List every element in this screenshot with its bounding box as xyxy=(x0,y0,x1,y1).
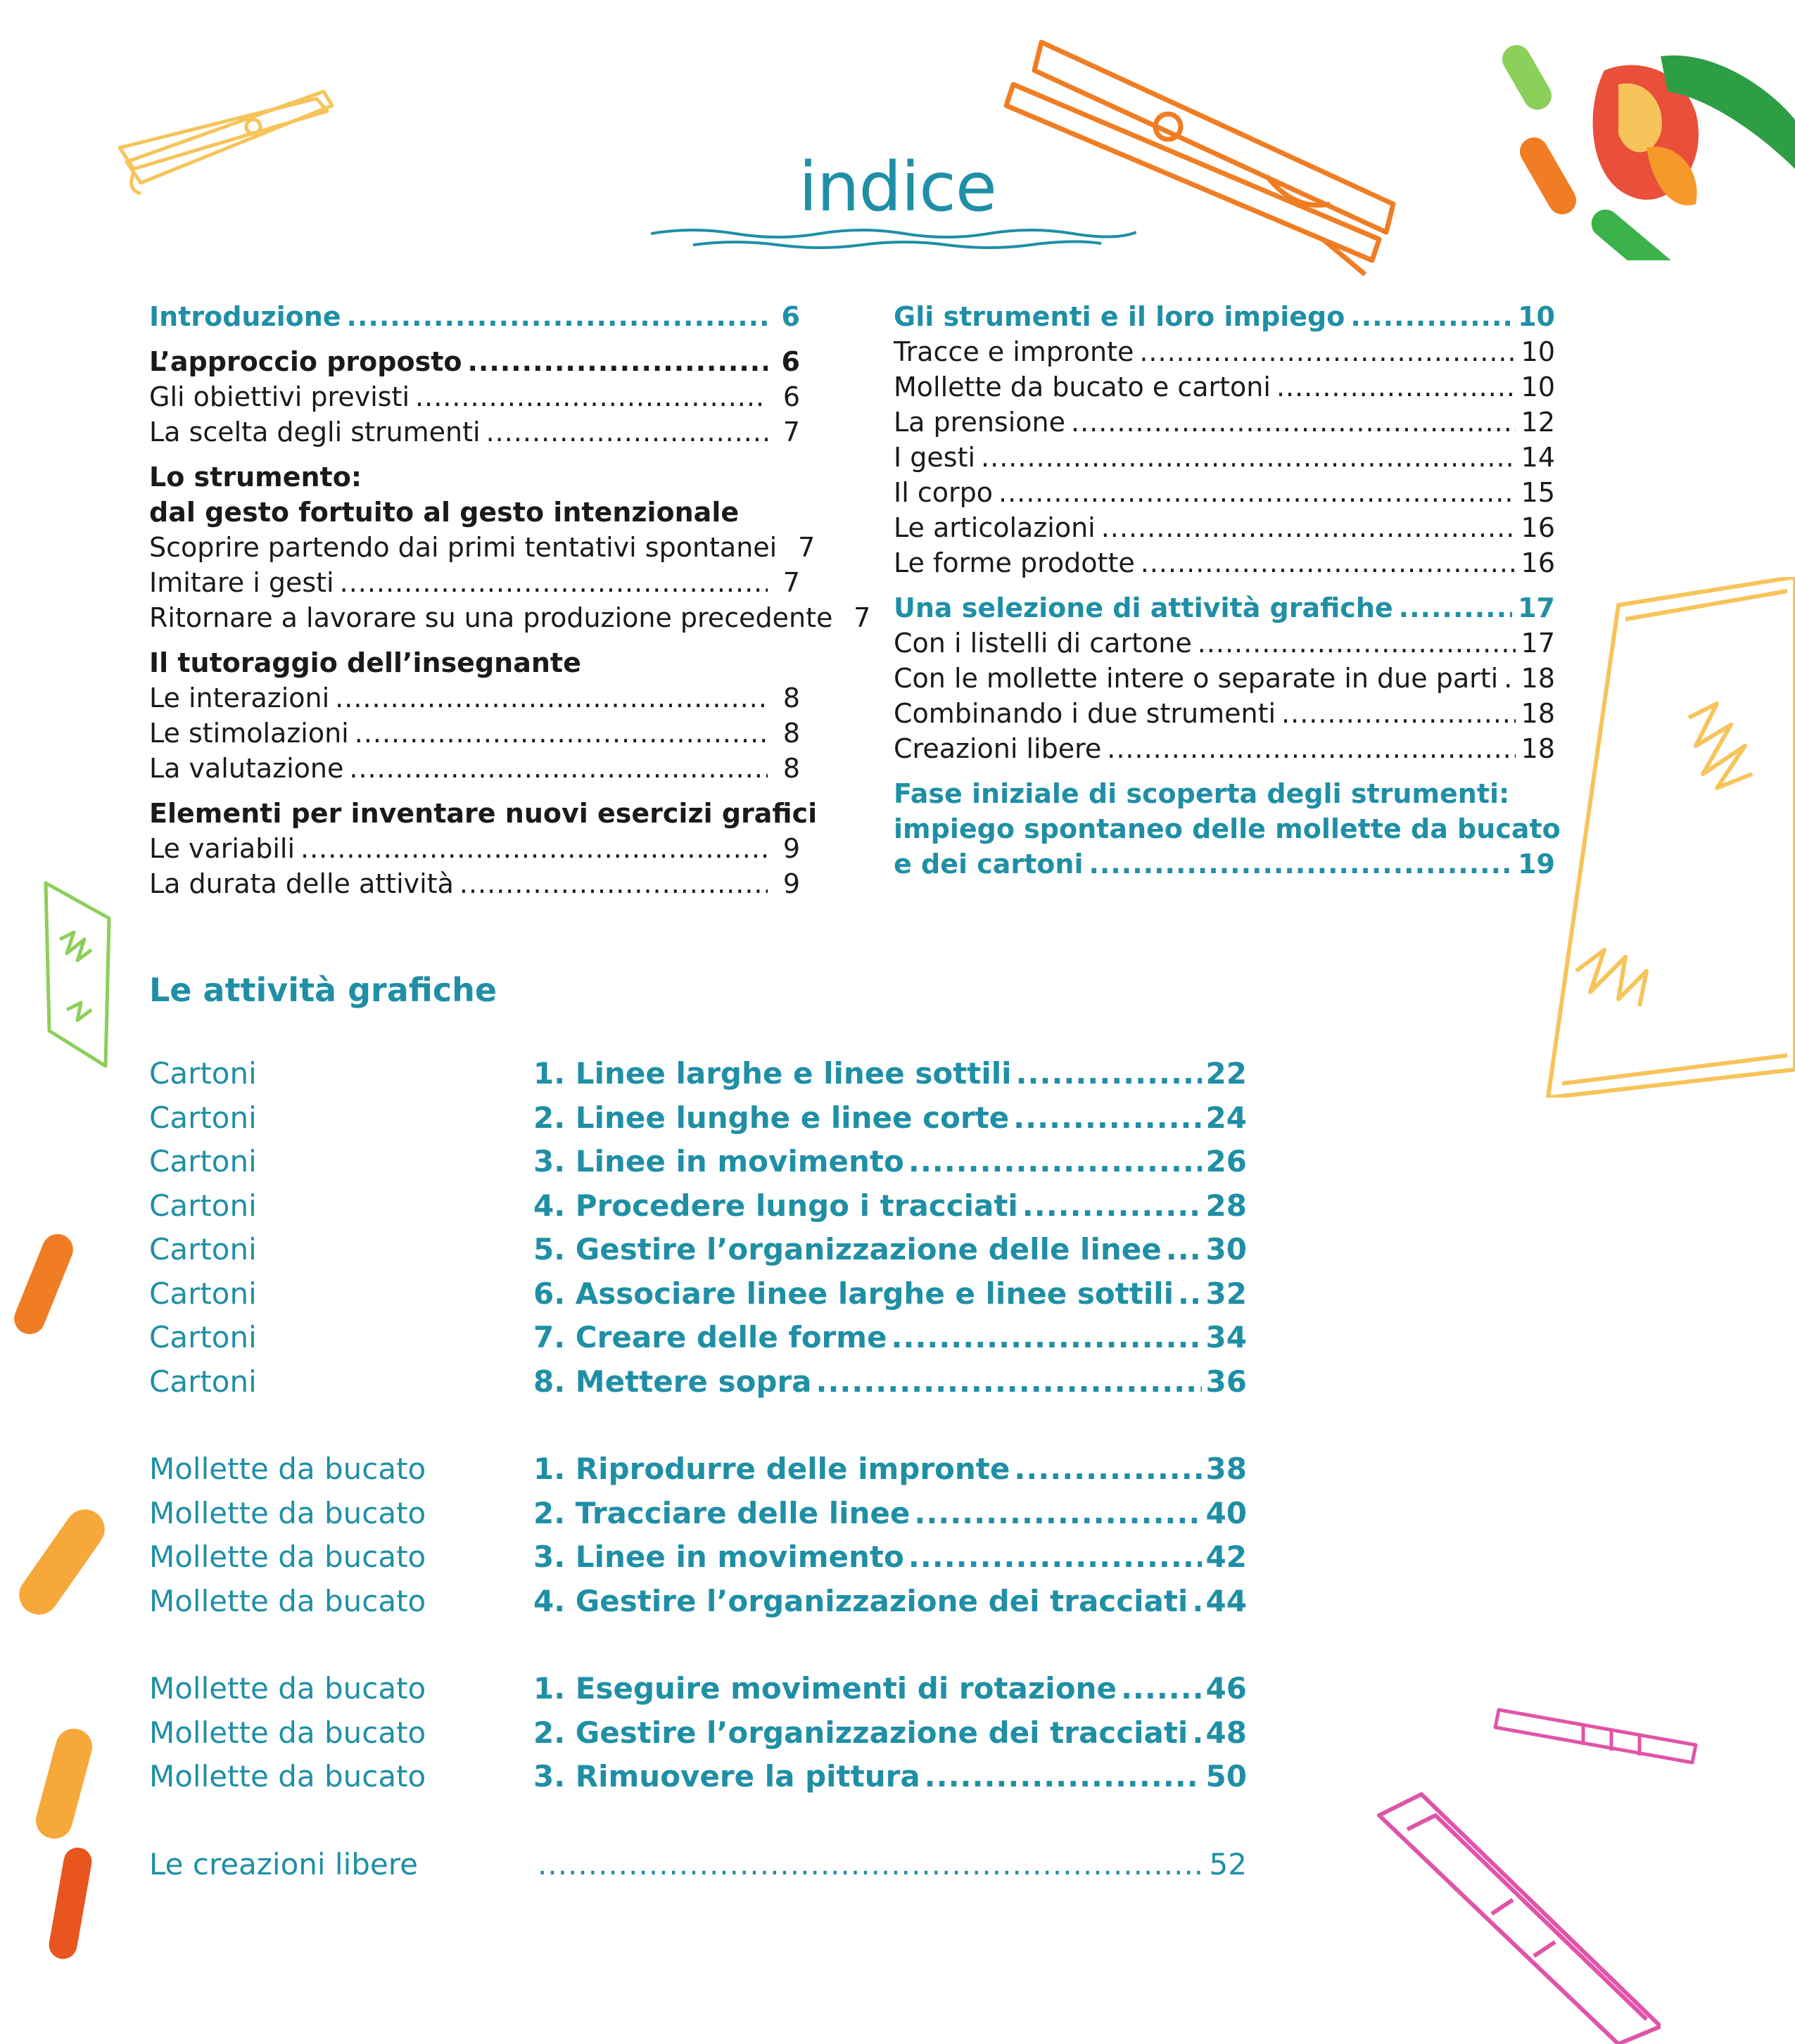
toc-entry-page: 8 xyxy=(782,753,800,784)
clothespin-pink-icon xyxy=(1492,1696,1703,1773)
activity-title: 1. Riprodurre delle impronte xyxy=(533,1452,1010,1486)
page-title: indice xyxy=(799,148,996,227)
toc-entry-page: 6 xyxy=(781,301,800,332)
toc-entry xyxy=(149,680,800,716)
toc-entry-title: Ritornare a lavorare su una produzione precedente xyxy=(149,602,833,633)
activity-dot-leader xyxy=(925,1755,1202,1799)
activity-dot-leader xyxy=(914,1492,1201,1536)
activity-row xyxy=(149,1535,1247,1580)
toc-entry xyxy=(149,530,816,565)
toc-entry xyxy=(149,751,800,786)
toc-dot-leader xyxy=(415,379,768,414)
toc-entry-title: L’approccio proposto xyxy=(149,346,462,377)
toc-dot-leader xyxy=(335,680,768,716)
activities-heading: Le attività grafiche xyxy=(149,971,497,1009)
activity-title: 6. Associare linee larghe e linee sottili xyxy=(533,1276,1174,1311)
toc-entry-page: 10 xyxy=(1521,372,1555,402)
activity-title: 7. Creare delle forme xyxy=(533,1320,887,1354)
toc-section-heading: Fase iniziale di scoperta degli strumenti: xyxy=(894,778,1510,809)
toc-entry-title: Combinando i due strumenti xyxy=(894,698,1276,729)
toc-entry-title: Tracce e impronte xyxy=(894,336,1134,367)
toc-entry-page: 17 xyxy=(1518,592,1555,623)
activity-category: Cartoni xyxy=(149,1188,257,1223)
toc-entry-page: 6 xyxy=(781,346,800,377)
toc-entry xyxy=(149,344,800,379)
activity-category: Le creazioni libere xyxy=(149,1846,418,1881)
toc-dot-leader xyxy=(1276,369,1516,405)
activity-page: 26 xyxy=(1205,1144,1247,1179)
activity-category: Cartoni xyxy=(149,1232,257,1267)
toc-entry xyxy=(894,334,1555,369)
toc-entry-page: 9 xyxy=(782,868,800,899)
toc-entry xyxy=(149,866,800,901)
toc-entry-page: 8 xyxy=(782,683,800,713)
toc-entry xyxy=(149,379,800,414)
clothespin-pink-icon xyxy=(1365,1787,1661,2044)
toc-dot-leader xyxy=(998,475,1516,510)
toc-entry xyxy=(894,696,1555,731)
activity-page: 22 xyxy=(1205,1056,1247,1091)
toc-entry-title: La durata delle attività xyxy=(149,868,454,899)
activities-list xyxy=(149,1052,1247,1886)
toc-dot-leader xyxy=(1089,846,1513,882)
activity-title: 5. Gestire l’organizzazione delle linee xyxy=(533,1232,1162,1267)
activity-row xyxy=(149,1755,1247,1799)
activity-dot-leader xyxy=(1022,1184,1202,1229)
toc-right-column xyxy=(894,299,1561,882)
toc-entry xyxy=(894,590,1555,626)
activity-category: Cartoni xyxy=(149,1144,257,1179)
activity-dot-leader xyxy=(908,1535,1202,1580)
toc-entry-page: 19 xyxy=(1518,849,1555,880)
toc-dot-leader xyxy=(300,831,768,866)
toc-entry xyxy=(894,661,1555,696)
activity-page: 50 xyxy=(1205,1759,1247,1794)
paint-stroke-icon xyxy=(7,1224,84,1337)
activity-title: 4. Gestire l’organizzazione dei tracciati xyxy=(533,1583,1188,1618)
activity-category: Mollette da bucato xyxy=(149,1715,426,1750)
activity-dot-leader xyxy=(1178,1272,1202,1316)
toc-entry-page: 16 xyxy=(1521,512,1555,543)
activity-page: 28 xyxy=(1205,1188,1247,1223)
toc-entry-title: Con le mollette intere o separate in due parti xyxy=(894,663,1499,694)
toc-section-heading: Elementi per inventare nuovi esercizi grafici xyxy=(149,798,818,829)
toc-entry-page: 7 xyxy=(854,602,871,633)
toc-dot-leader xyxy=(349,751,768,786)
activity-row xyxy=(149,1667,1247,1711)
toc-dot-leader xyxy=(486,414,768,450)
activity-title: 4. Procedere lungo i tracciati xyxy=(533,1188,1018,1223)
toc-entry-title: Le variabili xyxy=(149,833,295,864)
wavy-underline-icon xyxy=(651,224,1136,252)
activity-category: Mollette da bucato xyxy=(149,1540,426,1574)
toc-entry-page: 18 xyxy=(1521,698,1555,729)
toc-entry-title: La valutazione xyxy=(149,753,344,784)
activity-row xyxy=(149,1843,1247,1887)
toc-entry xyxy=(894,846,1555,882)
toc-entry-title: I gesti xyxy=(894,442,976,473)
toc-entry xyxy=(894,405,1555,440)
paint-splash-icon xyxy=(1499,28,1795,260)
toc-section-heading: Il tutoraggio dell’insegnante xyxy=(149,647,581,678)
activity-category: Cartoni xyxy=(149,1320,257,1354)
activity-dot-leader xyxy=(1016,1052,1202,1096)
toc-entry xyxy=(149,299,800,334)
toc-entry xyxy=(894,731,1555,766)
toc-entry-title: Le forme prodotte xyxy=(894,547,1135,578)
activity-page: 42 xyxy=(1205,1540,1247,1574)
activity-category: Mollette da bucato xyxy=(149,1583,426,1618)
toc-entry-page: 18 xyxy=(1521,733,1555,764)
toc-entry-page: 10 xyxy=(1518,301,1555,332)
activity-page: 46 xyxy=(1205,1671,1247,1706)
toc-entry-page: 12 xyxy=(1521,407,1555,438)
activity-dot-leader xyxy=(1166,1228,1202,1272)
toc-entry-title: e dei cartoni xyxy=(894,849,1084,880)
activity-dot-leader xyxy=(1013,1096,1201,1141)
activity-title: 3. Rimuovere la pittura xyxy=(533,1759,920,1794)
activity-category: Mollette da bucato xyxy=(149,1671,426,1706)
toc-entry-page: 6 xyxy=(782,381,800,412)
activity-page: 32 xyxy=(1205,1276,1247,1311)
activity-page: 44 xyxy=(1205,1583,1247,1618)
activity-row xyxy=(149,1580,1247,1624)
activity-dot-leader xyxy=(1121,1667,1202,1711)
toc-dot-leader xyxy=(340,565,768,600)
toc-dot-leader xyxy=(347,299,768,334)
activity-dot-leader xyxy=(892,1316,1202,1360)
activity-title: 3. Linee in movimento xyxy=(533,1540,904,1574)
toc-dot-leader xyxy=(1350,299,1512,334)
toc-section-heading: impiego spontaneo delle mollette da bucato xyxy=(894,813,1561,844)
toc-entry xyxy=(149,600,871,635)
toc-entry-title: Creazioni libere xyxy=(894,733,1102,764)
toc-dot-leader xyxy=(981,440,1516,475)
activity-row xyxy=(149,1711,1247,1756)
toc-entry-title: Mollette da bucato e cartoni xyxy=(894,372,1271,402)
toc-entry xyxy=(894,440,1555,475)
activity-title: 1. Eseguire movimenti di rotazione xyxy=(533,1671,1117,1706)
toc-entry xyxy=(149,831,800,866)
toc-entry-title: Le stimolazioni xyxy=(149,718,349,749)
activity-row xyxy=(149,1228,1247,1272)
activity-category: Mollette da bucato xyxy=(149,1495,426,1530)
toc-entry-title: Scoprire partendo dai primi tentativi spontanei xyxy=(149,532,778,563)
toc-dot-leader xyxy=(355,716,768,751)
paint-stroke-icon xyxy=(28,1724,99,1843)
toc-entry-title: Gli strumenti e il loro impiego xyxy=(894,301,1345,332)
toc-entry xyxy=(894,299,1555,334)
toc-entry-title: La scelta degli strumenti xyxy=(149,417,481,447)
list-gap xyxy=(149,1623,1247,1667)
toc-dot-leader xyxy=(1071,405,1516,440)
toc-entry-page: 7 xyxy=(798,532,816,563)
activity-dot-leader xyxy=(908,1140,1202,1184)
toc-left-column xyxy=(149,299,871,901)
list-gap xyxy=(149,1799,1247,1843)
activity-row xyxy=(149,1316,1247,1360)
toc-entry-page: 7 xyxy=(782,417,800,447)
activity-page: 24 xyxy=(1205,1100,1247,1135)
activity-page: 52 xyxy=(1209,1846,1247,1881)
toc-dot-leader xyxy=(1107,731,1515,766)
toc-entry-page: 14 xyxy=(1521,442,1555,473)
toc-entry-title: Introduzione xyxy=(149,301,341,332)
activity-title: 3. Linee in movimento xyxy=(533,1144,904,1179)
activity-dot-leader xyxy=(538,1843,1205,1887)
toc-entry-page: 9 xyxy=(782,833,800,864)
activity-dot-leader xyxy=(816,1360,1202,1404)
toc-entry xyxy=(894,626,1555,661)
toc-entry-page: 18 xyxy=(1521,663,1555,694)
toc-entry-page: 17 xyxy=(1521,628,1555,659)
activity-category: Cartoni xyxy=(149,1056,257,1091)
activity-category: Mollette da bucato xyxy=(149,1759,426,1794)
toc-entry xyxy=(894,510,1555,545)
paint-stroke-icon xyxy=(14,1499,106,1625)
paint-stroke-icon xyxy=(35,1843,106,1963)
toc-entry xyxy=(149,414,800,450)
toc-dot-leader xyxy=(1399,590,1512,626)
toc-dot-leader xyxy=(1281,696,1516,731)
toc-dot-leader xyxy=(1141,545,1516,580)
toc-dot-leader xyxy=(1504,661,1515,696)
toc-entry-title: Il corpo xyxy=(894,477,993,508)
toc-entry-page: 8 xyxy=(782,718,800,749)
activity-title: 1. Linee larghe e linee sottili xyxy=(533,1056,1012,1091)
toc-section-heading: dal gesto fortuito al gesto intenzionale xyxy=(149,497,740,528)
activity-title: 2. Linee lunghe e linee corte xyxy=(533,1100,1010,1135)
activity-page: 48 xyxy=(1205,1715,1247,1750)
activity-row xyxy=(149,1140,1247,1184)
toc-entry-title: Le interazioni xyxy=(149,683,330,713)
toc-entry xyxy=(149,716,800,751)
toc-entry-page: 15 xyxy=(1521,477,1555,508)
toc-dot-leader xyxy=(459,866,768,901)
activity-category: Mollette da bucato xyxy=(149,1452,426,1486)
toc-entry xyxy=(894,475,1555,510)
toc-dot-leader xyxy=(467,344,768,379)
activity-row xyxy=(149,1360,1247,1404)
toc-dot-leader xyxy=(1101,510,1516,545)
activity-page: 30 xyxy=(1205,1232,1247,1267)
activity-page: 38 xyxy=(1205,1452,1247,1486)
toc-entry xyxy=(894,369,1555,405)
toc-entry-title: La prensione xyxy=(894,407,1065,438)
activity-row xyxy=(149,1184,1247,1229)
activity-page: 34 xyxy=(1205,1320,1247,1354)
activity-category: Cartoni xyxy=(149,1276,257,1311)
activity-row xyxy=(149,1447,1247,1492)
toc-entry-page: 7 xyxy=(782,567,800,598)
toc-section-heading: Lo strumento: xyxy=(149,462,362,493)
activity-category: Cartoni xyxy=(149,1364,257,1399)
toc-dot-leader xyxy=(1198,626,1516,661)
activity-row xyxy=(149,1052,1247,1096)
cardboard-yellow-icon xyxy=(1534,577,1795,1098)
activity-dot-leader xyxy=(1014,1447,1201,1492)
activity-row xyxy=(149,1096,1247,1141)
activity-category: Cartoni xyxy=(149,1100,257,1135)
list-gap xyxy=(149,1404,1247,1447)
activity-title: 2. Gestire l’organizzazione dei tracciati xyxy=(533,1715,1188,1750)
activity-dot-leader xyxy=(1192,1580,1201,1624)
activity-row xyxy=(149,1492,1247,1536)
toc-entry-title: Gli obiettivi previsti xyxy=(149,381,410,412)
toc-entry-title: Le articolazioni xyxy=(894,512,1096,543)
activity-page: 40 xyxy=(1205,1495,1247,1530)
activity-title: 8. Mettere sopra xyxy=(533,1364,812,1399)
toc-entry xyxy=(894,545,1555,580)
activity-title: 2. Tracciare delle linee xyxy=(533,1495,911,1530)
toc-entry-page: 16 xyxy=(1521,547,1555,578)
activity-row xyxy=(149,1272,1247,1316)
activity-page: 36 xyxy=(1205,1364,1247,1399)
toc-entry xyxy=(149,565,800,600)
activity-dot-leader xyxy=(1192,1711,1201,1756)
toc-entry-page: 10 xyxy=(1521,336,1555,367)
toc-entry-title: Con i listelli di cartone xyxy=(894,628,1192,659)
toc-dot-leader xyxy=(1139,334,1515,369)
toc-entry-title: Imitare i gesti xyxy=(149,567,334,598)
toc-entry-title: Una selezione di attività grafiche xyxy=(894,592,1393,623)
cardboard-green-icon xyxy=(39,876,116,1073)
